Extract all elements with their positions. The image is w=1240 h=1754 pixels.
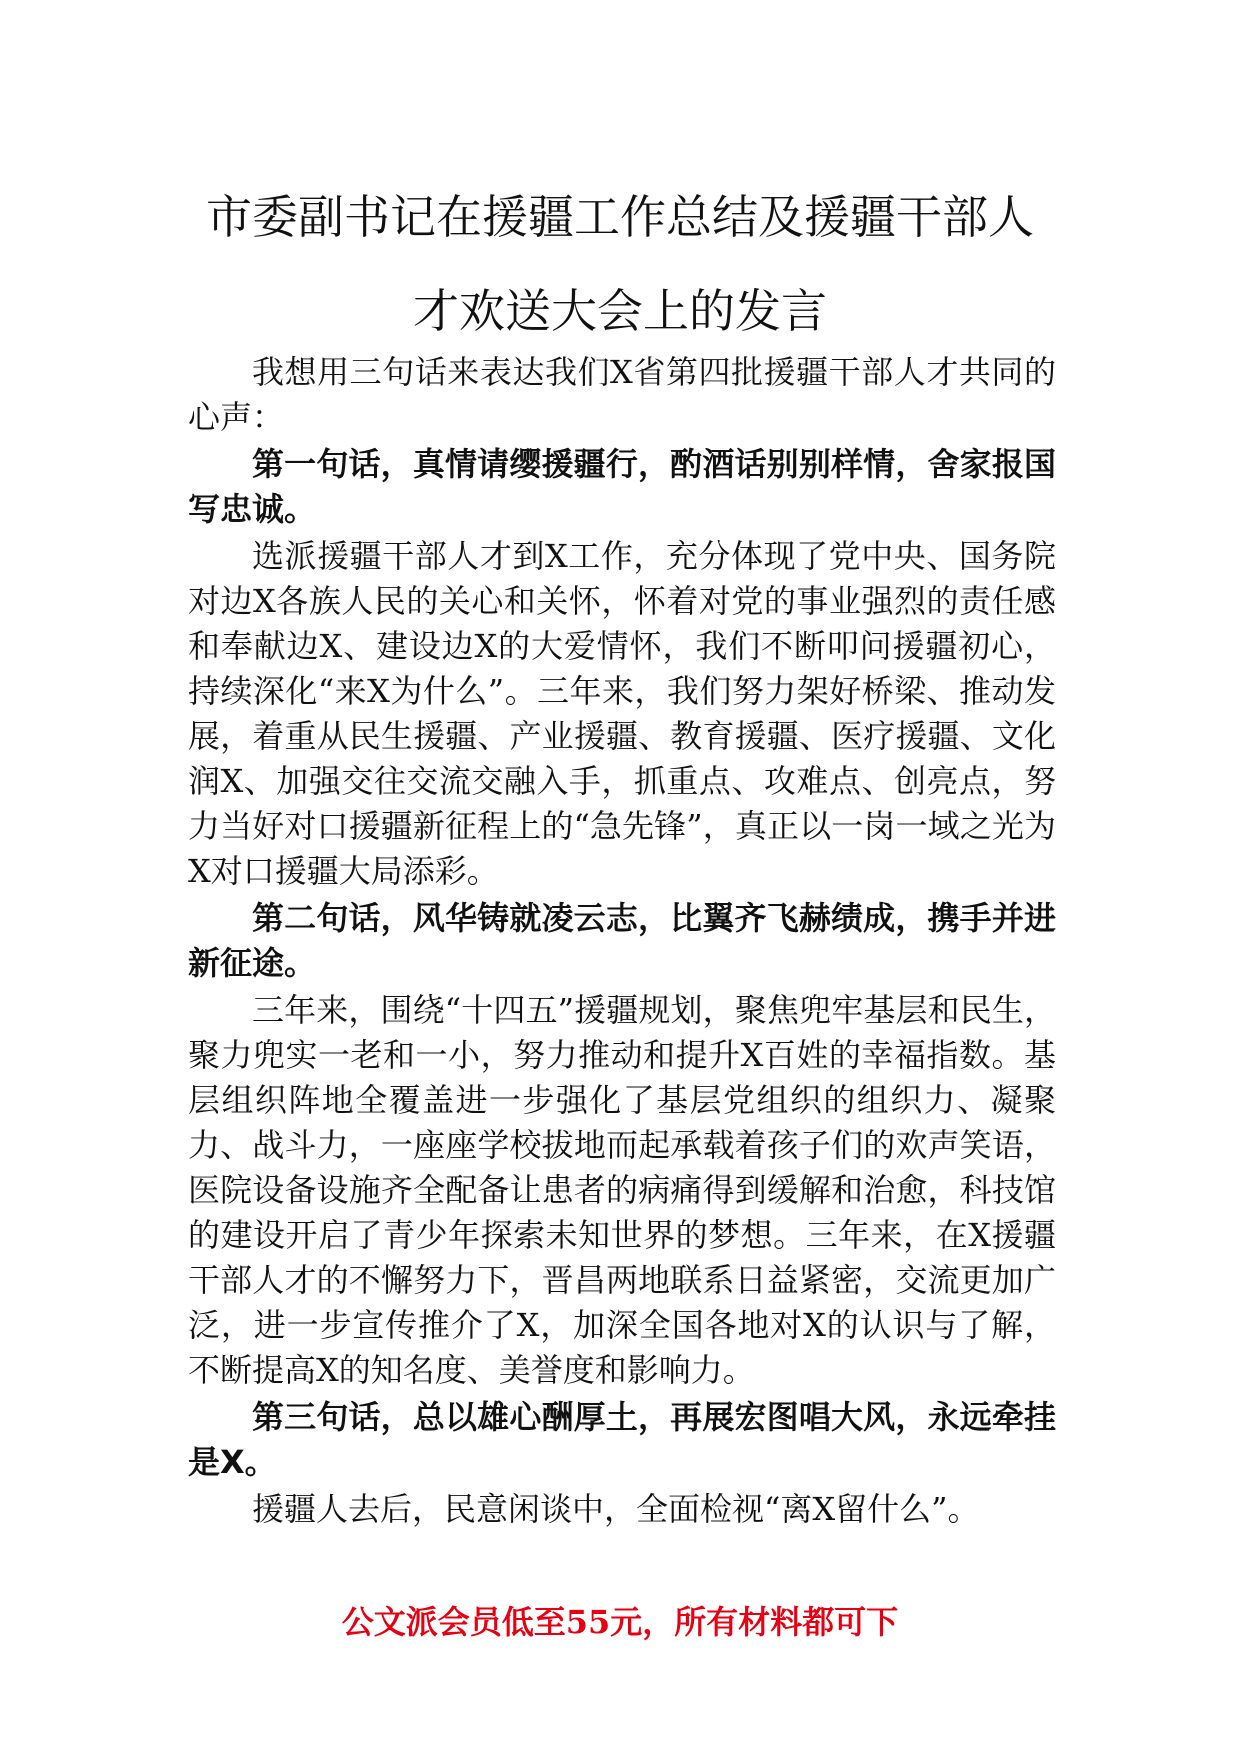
document-body	[188, 350, 1056, 1532]
section-paragraph-2: 三年来，围绕“十四五”援疆规划，聚焦兜牢基层和民生，聚力兜实一老和一小，努力推动和提升X百姓的幸福指数。基层组织阵地全覆盖进一步强化了基层党组织的组织力、凝聚力、战斗力，一座座学校拔地而起承载着孩子们的欢声笑语，医院设备设施齐全配备让患者的病痛得到缓解和治愈，科技馆的建设开启了青少年探索未知世界的梦想。三年来，在X援疆干部人才的不懈努力下，晋昌两地联系日益紧密，交流更加广泛，进一步宣传推介了X，加深全国各地对X的认识与了解，不断提高X的知名度、美誉度和影响力。	[188, 991, 1056, 1389]
section-heading-1: 第一句话，真情请缨援疆行，酌酒话别别样情，舍家报国写忠诚。	[188, 445, 1056, 528]
section-paragraph-3: 援疆人去后，民意闲谈中，全面检视“离X留什么”。	[252, 1490, 980, 1528]
title-line-2: 才欢送大会上的发言	[413, 284, 827, 338]
section-heading-2: 第二句话，风华铸就凌云志，比翼齐飞赫绩成，携手并进新征途。	[188, 899, 1056, 982]
document-title	[190, 170, 1050, 358]
intro-paragraph: 我想用三句话来表达我们X省第四批援疆干部人才共同的心声：	[188, 353, 1056, 436]
section-paragraph-1: 选派援疆干部人才到X工作，充分体现了党中央、国务院对边X各族人民的关心和关怀，怀着对党的事业强烈的责任感和奉献边X、建设边X的大爱情怀，我们不断叩问援疆初心，持续深化“来X为什么”。三年来，我们努力架好桥梁、推动发展，着重从民生援疆、产业援疆、教育援疆、医疗援疆、文化润X、加强交往交流交融入手，抓重点、攻难点、创亮点，努力当好对口援疆新征程上的“急先锋”，真正以一岗一域之光为X对口援疆大局添彩。	[188, 537, 1056, 890]
section-heading-3: 第三句话，总以雄心酬厚土，再展宏图唱大风，永远牵挂是X。	[188, 1398, 1056, 1481]
title-line-1: 市委副书记在援疆工作总结及援疆干部人	[206, 190, 1034, 244]
promo-footer: 公文派会员低至55元，所有材料都可下	[341, 1603, 899, 1641]
